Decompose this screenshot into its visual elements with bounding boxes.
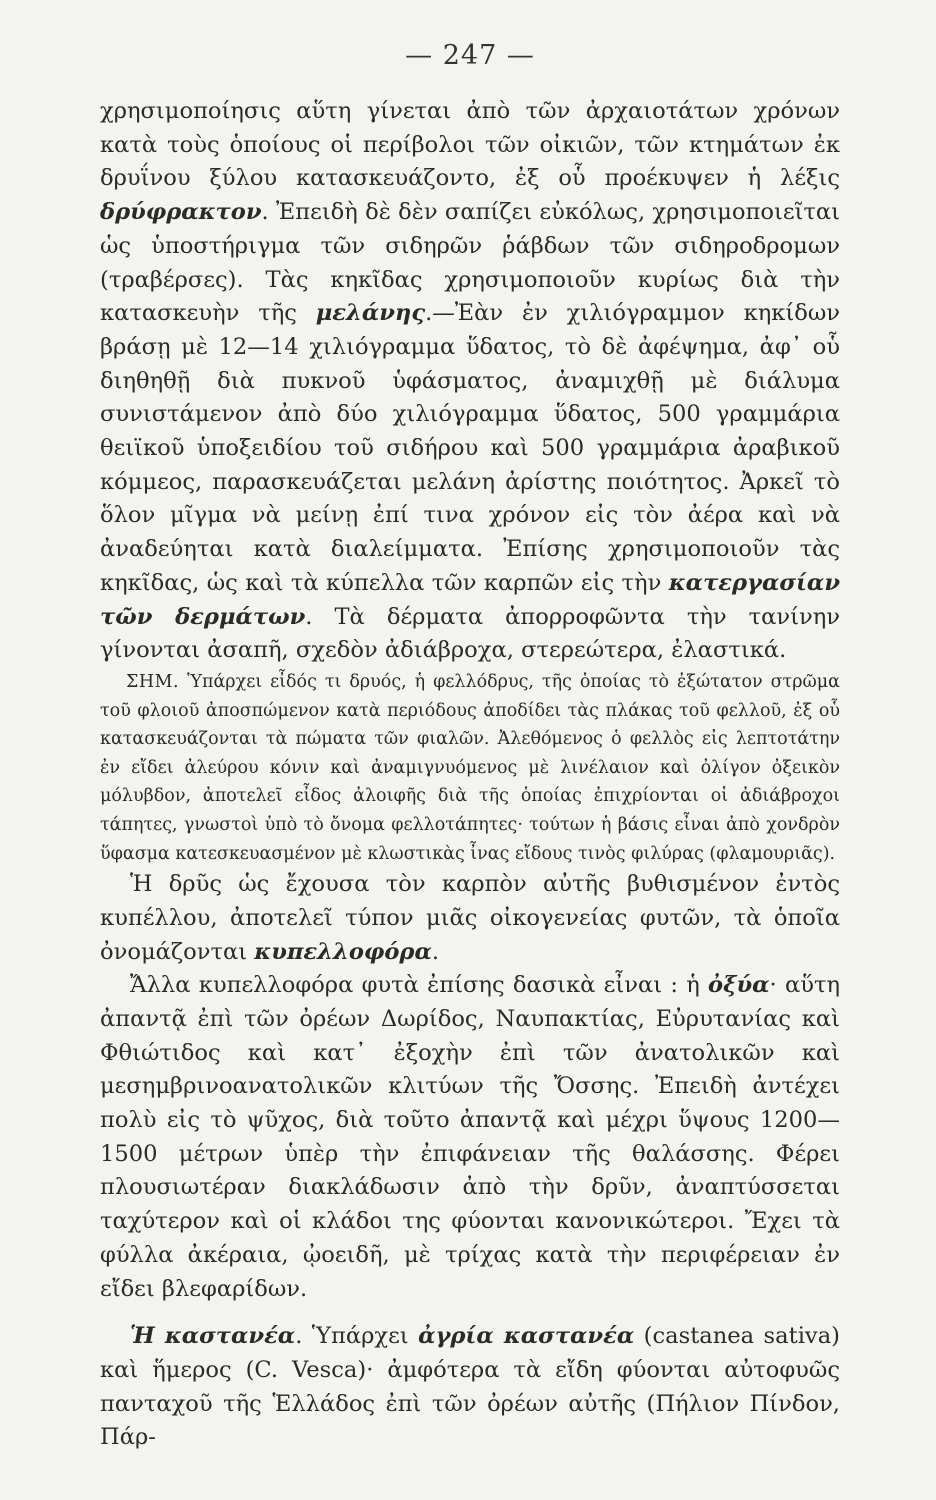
paragraph-oxya: [100, 969, 840, 1306]
term-melanis: μελάνης: [315, 300, 426, 327]
term-agria-kastanea: ἀγρία καστανέα: [418, 1323, 635, 1350]
main-text-continued: [100, 868, 840, 1455]
paragraph-kastanea: [100, 1320, 840, 1455]
para1-text-a: χρησιμοποίησις αὕτη γίνεται ἀπὸ τῶν ἀρχαιοτάτων χρόνων κατὰ τοὺς ὁποίους οἱ περίβολοι τῶν οἰκιῶν, τῶν κτημάτων ἐκ δρυΐνου ξύλου κατασκευάζοντο, ἐξ οὗ προέκυψεν ἡ λέξις: [100, 98, 840, 192]
term-katergasia-dermaton: κατεργασίαν τῶν δερμάτων: [100, 569, 840, 630]
para3-text-b: · αὕτη ἀπαντᾷ ἐπὶ τῶν ὀρέων Δωρίδος, Ναυπακτίας, Εὐρυτανίας καὶ Φθιώτιδος καὶ κατ᾽ ἐξοχὴν ἐπὶ τῶν ἀνατολικῶν καὶ μεσημβρινοανατολικῶν κλιτύων τῆς Ὄσσης. Ἐπειδὴ ἀντέχει πολὺ εἰς τὸ ψῦχος, διὰ τοῦτο ἀπαντᾷ καὶ μέχρι ὕψους 1200—1500 μέτρων ὑπὲρ τὴν ἐπιφάνειαν τῆς θαλάσσης. Φέρει πλουσιωτέραν διακλάδωσιν ἀπὸ τὴν δρῦν, ἀναπτύσσεται ταχύτερον καὶ οἱ κλάδοι της φύονται κανονικώτεροι. Ἔχει τὰ φύλλα ἀκέραια, ᾠοειδῆ, μὲ τρίχας κατὰ τὴν περιφέρειαν ἐν εἴδει βλεφαρίδων.: [100, 972, 840, 1302]
para3-text-a: Ἄλλα κυπελλοφόρα φυτὰ ἐπίσης δασικὰ εἶναι : ἡ: [130, 972, 709, 999]
para1-text-c: .—Ἐὰν ἐν χιλιόγραμμον κηκίδων βράσῃ μὲ 12—14 χιλιόγραμμα ὕδατος, τὸ δὲ ἀφέψημα, ἀφ᾽ οὗ διηθηθῇ διὰ πυκνοῦ ὑφάσματος, ἀναμιχθῇ μὲ διάλυμα συνιστάμενον ἀπὸ δύο χιλιόγραμμα ὕδατος, 500 γραμμάρια θειϊκοῦ ὑποξειδίου τοῦ σιδήρου καὶ 500 γραμμάρια ἀραβικοῦ κόμμεος, παρασκευάζεται μελάνη ἀρίστης ποιότητος. Ἀρκεῖ τὸ ὅλον μῖγμα νὰ μείνῃ ἐπί τινα χρόνον εἰς τὸν ἀέρα καὶ νὰ ἀναδεύηται κατὰ διαλείμματα. Ἐπίσης χρησιμοποιοῦν τὰς κηκῖδας, ὡς καὶ τὰ κύπελλα τῶν καρπῶν εἰς τὴν: [100, 300, 840, 596]
para2-text: Ἡ δρῦς ὡς ἔχουσα τὸν καρπὸν αὐτῆς βυθισμένον ἐντὸς κυπέλλου, ἀποτελεῖ τύπον μιᾶς οἰκογενείας φυτῶν, τὰ ὁποῖα ὀνομάζονται: [100, 871, 840, 965]
paragraph-ink-and-tanning: [100, 95, 840, 668]
para4-text-a: . Ὑπάρχει: [295, 1323, 419, 1350]
note-paragraph: [100, 668, 840, 868]
note-text: Ὑπάρχει εἶδός τι δρυός, ἡ φελλόδρυς, τῆς ὁποίας τὸ ἐξώτατον στρῶμα τοῦ φλοιοῦ ἀποσπώμενον κατὰ περιόδους ἀποδίδει τὰς πλάκας τοῦ φελλοῦ, ἐξ οὗ κατασκευάζονται τὰ πώματα τῶν φιαλῶν. Ἀλεθόμενος ὁ φελλὸς εἰς λεπτοτάτην ἐν εἴδει ἀλεύρου κόνιν καὶ ἀναμιγνυόμενος μὲ λινέλαιον καὶ ὀλίγον ὀξεικὸν μόλυβδον, ἀποτελεῖ εἶδος ἀλοιφῆς διὰ τῆς ὁποίας ἐπιχρίονται οἱ ἀδιάβροχοι τάπητες, γνωστοὶ ὑπὸ τὸ ὄνομα φελλοτάπητες· τούτων ἡ βάσις εἶναι ἀπὸ χονδρὸν ὕφασμα κατεσκευασμένον μὲ κλωστικὰς ἶνας εἴδους τινὸς φιλύρας (φλαμουριᾶς).: [100, 671, 840, 864]
para1-text-d: . Τὰ δέρματα ἀπορροφῶντα τὴν τανίνην γίνονται ἀσαπῆ, σχεδὸν ἀδιάβροχα, στερεώτερα, ἐλαστικά.: [100, 603, 840, 664]
page-number: — 247 —: [405, 40, 535, 71]
term-kastanea-heading: Ἡ καστανέα: [130, 1323, 296, 1350]
para2-end: .: [431, 938, 440, 965]
note-label: ΣΗΜ.: [126, 671, 180, 692]
para1-text-b: . Ἐπειδὴ δὲ δὲν σαπίζει εὐκόλως, χρησιμοποιεῖται ὡς ὑποστήριγμα τῶν σιδηρῶν ῥάβδων τῶν σιδηροδρομων (τραβέρσες). Τὰς κηκῖδας χρησιμοποιοῦν κυρίως διὰ τὴν κατασκευὴν τῆς: [100, 199, 840, 327]
paragraph-gap: [100, 1306, 840, 1320]
para4-text-b: (castanea sativa) καὶ ἥμερος (C. Vesca)· ἀμφότερα τὰ εἴδη φύονται αὐτοφυῶς πανταχοῦ τῆς Ἑλλάδος ἐπὶ τῶν ὀρέων αὐτῆς (Πήλιον Πίνδον, Πάρ-: [100, 1323, 840, 1451]
term-drifrakton: δρύφρακτον: [100, 199, 262, 226]
book-page: [100, 40, 840, 1460]
paragraph-kypellofora: [100, 868, 840, 969]
term-kypellofora: κυπελλοφόρα: [254, 938, 432, 965]
main-text: [100, 95, 840, 668]
footnote: [100, 668, 840, 868]
term-oxya: ὀξύα: [708, 972, 770, 999]
